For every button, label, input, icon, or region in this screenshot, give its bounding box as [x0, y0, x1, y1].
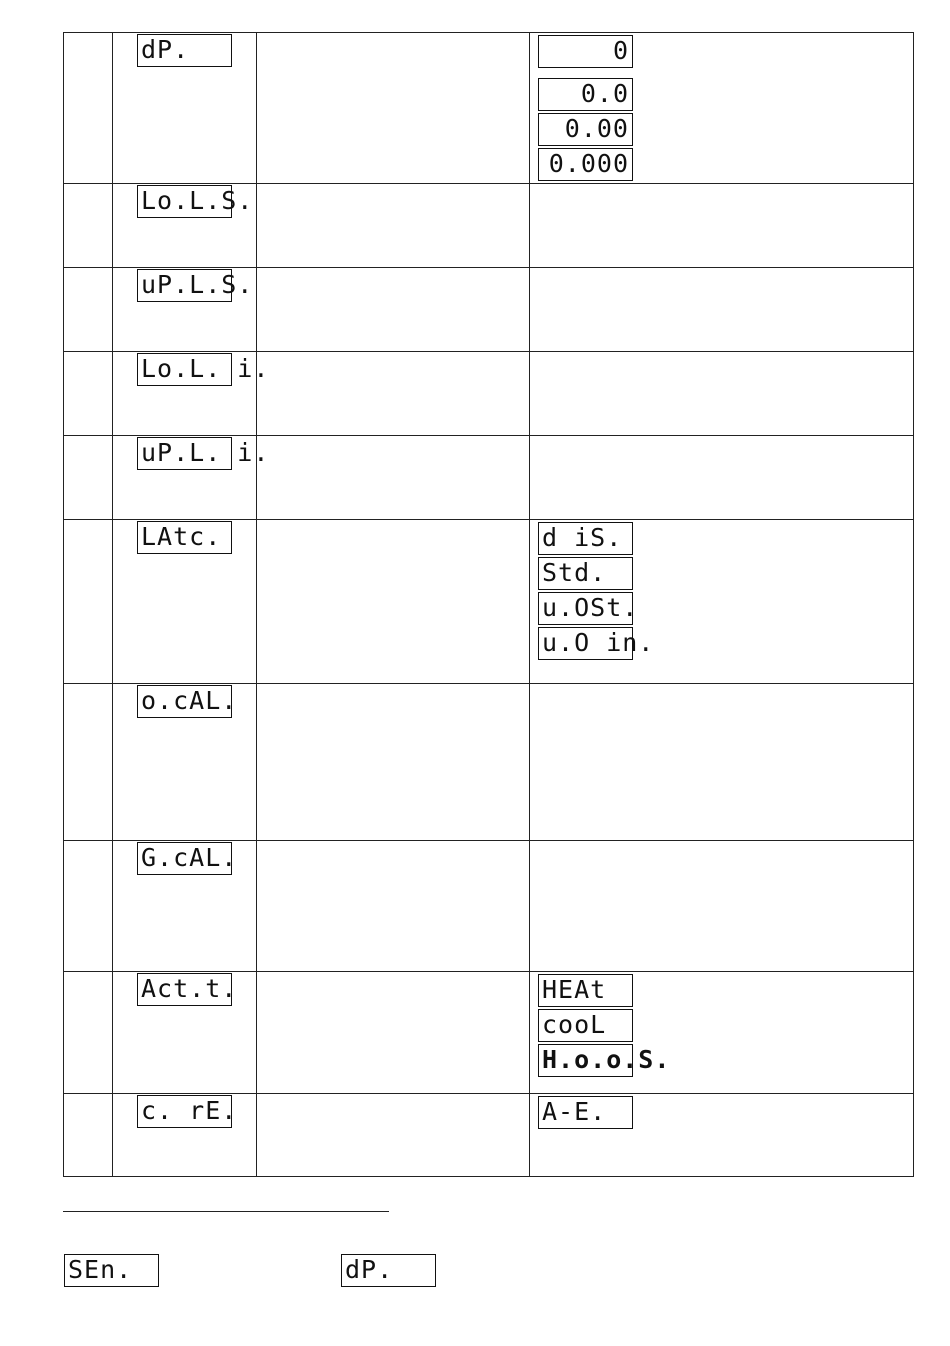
option-display: 0.000	[538, 148, 633, 181]
code-cell	[113, 972, 257, 1093]
index-cell	[64, 352, 113, 435]
table-row	[64, 33, 913, 184]
option-display: 0.0	[538, 78, 633, 111]
options-cell	[530, 841, 913, 971]
code-cell	[113, 268, 257, 351]
option-display: d iS.	[538, 522, 633, 555]
option-display: u.O in.	[538, 627, 633, 660]
options-cell	[530, 520, 913, 683]
options-cell	[530, 352, 913, 435]
code-cell	[113, 1094, 257, 1176]
parameter-code-display: c. rE.	[137, 1095, 232, 1128]
description-cell	[257, 972, 530, 1093]
index-cell	[64, 841, 113, 971]
code-cell	[113, 352, 270, 435]
parameter-code-display: G.cAL.	[137, 842, 232, 875]
index-cell	[64, 520, 113, 683]
option-display: H.o.o.S.	[538, 1044, 633, 1077]
options-cell	[530, 184, 913, 267]
options-cell	[530, 1094, 913, 1176]
table-row	[64, 184, 913, 268]
option-display: A-E.	[538, 1096, 633, 1129]
index-cell	[64, 268, 113, 351]
description-cell	[257, 1094, 530, 1176]
table-row	[64, 684, 913, 841]
description-cell	[257, 520, 530, 683]
option-display: 0.00	[538, 113, 633, 146]
option-display: HEAt	[538, 974, 633, 1007]
options-cell	[530, 972, 913, 1093]
decimal-point-display: dP.	[341, 1254, 436, 1287]
parameter-code-display: LAtc.	[137, 521, 232, 554]
code-cell	[113, 436, 270, 519]
option-display: cooL	[538, 1009, 633, 1042]
index-cell	[64, 1094, 113, 1176]
description-cell	[257, 184, 530, 267]
description-cell	[257, 436, 530, 519]
table-row	[64, 436, 913, 520]
description-cell	[257, 684, 530, 840]
code-cell	[113, 184, 257, 267]
description-cell	[257, 352, 530, 435]
table-row	[64, 972, 913, 1094]
options-cell	[530, 268, 913, 351]
parameter-code-display: Lo.L. i.	[137, 353, 232, 386]
options-cell	[530, 33, 913, 183]
parameter-code-display: uP.L. i.	[137, 437, 232, 470]
parameter-code-display: uP.L.S.	[137, 269, 232, 302]
code-cell	[113, 33, 257, 183]
option-display: Std.	[538, 557, 633, 590]
option-display: u.OSt.	[538, 592, 633, 625]
table-row	[64, 520, 913, 684]
table-row	[64, 352, 913, 436]
description-cell	[257, 33, 530, 183]
table-row	[64, 841, 913, 972]
index-cell	[64, 436, 113, 519]
sensor-display: SEn.	[64, 1254, 159, 1287]
description-cell	[257, 268, 530, 351]
options-cell	[530, 436, 913, 519]
code-cell	[113, 520, 257, 683]
parameter-code-display: Lo.L.S.	[137, 185, 232, 218]
parameter-code-display: o.cAL.	[137, 685, 232, 718]
parameter-code-display: Act.t.	[137, 973, 232, 1006]
code-cell	[113, 684, 257, 840]
parameter-table	[63, 32, 914, 1177]
table-row	[64, 268, 913, 352]
section-divider	[63, 1211, 389, 1212]
table-row	[64, 1094, 913, 1176]
parameter-code-display: dP.	[137, 34, 232, 67]
index-cell	[64, 33, 113, 183]
options-cell	[530, 684, 913, 840]
option-display: 0	[538, 35, 633, 68]
index-cell	[64, 184, 113, 267]
index-cell	[64, 972, 113, 1093]
index-cell	[64, 684, 113, 840]
code-cell	[113, 841, 257, 971]
description-cell	[257, 841, 530, 971]
